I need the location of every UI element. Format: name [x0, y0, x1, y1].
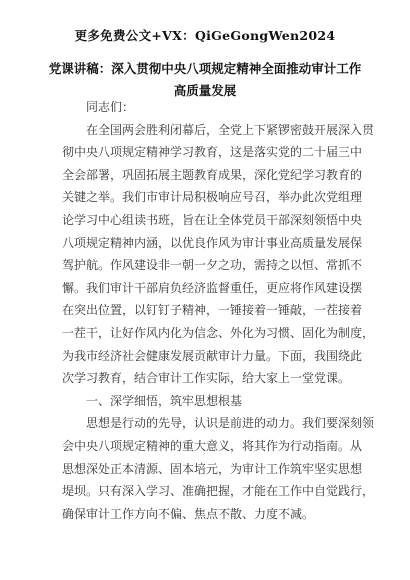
text-line: 懈。我们审计干部肩负经济监督重任，更应将作风建设摆: [62, 280, 363, 295]
text-line: 关键之举。我们市审计局积极响应号召，举办此次党组理: [62, 190, 363, 205]
text-line: 思想是行动的先导，认识是前进的动力。我们要深刻领: [86, 416, 375, 431]
document-body: [62, 96, 375, 525]
text-line: 在全国两会胜利闭幕后，全党上下紧锣密鼓开展深入贯: [86, 122, 375, 137]
text-line: 为我市经济社会健康发展贡献审计力量。下面，我围绕此: [62, 348, 363, 363]
page-header: 更多免费公文+VX：QiGeGongWen2024: [74, 28, 336, 43]
document-title-line1: 党课讲稿：深入贯彻中央八项规定精神全面推动审计工作: [48, 61, 362, 76]
text-line: 同志们：: [86, 100, 135, 114]
text-line: 堤坝。只有深入学习、准确把握，才能在工作中自觉践行，: [62, 484, 375, 499]
text-line: 在突出位置，以钉钉子精神，一锤接着一锤敲，一茬接着: [62, 303, 363, 318]
document-title-line2: 高质量发展: [173, 83, 237, 98]
text-line: 彻中央八项规定精神学习教育，这是落实党的二十届三中: [62, 145, 363, 160]
text-line: 确保审计工作方向不偏、焦点不散、力度不减。: [62, 506, 315, 521]
text-line: 八项规定精神内涵，以优良作风为审计事业高质量发展保: [62, 235, 363, 250]
text-line: 论学习中心组读书班，旨在让全体党员干部深刻领悟中央: [62, 212, 363, 227]
text-line: 思想深处正本清源、固本培元，为审计工作筑牢坚实思想: [62, 461, 363, 476]
text-line: 全会部署，巩固拓展主题教育成果，深化党纪学习教育的: [62, 167, 363, 182]
text-line: 次学习教育，结合审计工作实际，给大家上一堂党课。: [62, 371, 351, 386]
text-line: 会中央八项规定精神的重大意义，将其作为行动指南。从: [62, 438, 363, 453]
text-line: 一茬干，让好作风内化为信念、外化为习惯、固化为制度，: [62, 325, 375, 340]
text-line: 驾护航。作风建设非一朝一夕之功，需持之以恒、常抓不: [62, 258, 363, 273]
text-line: 一、深学细悟，筑牢思想根基: [86, 393, 243, 408]
